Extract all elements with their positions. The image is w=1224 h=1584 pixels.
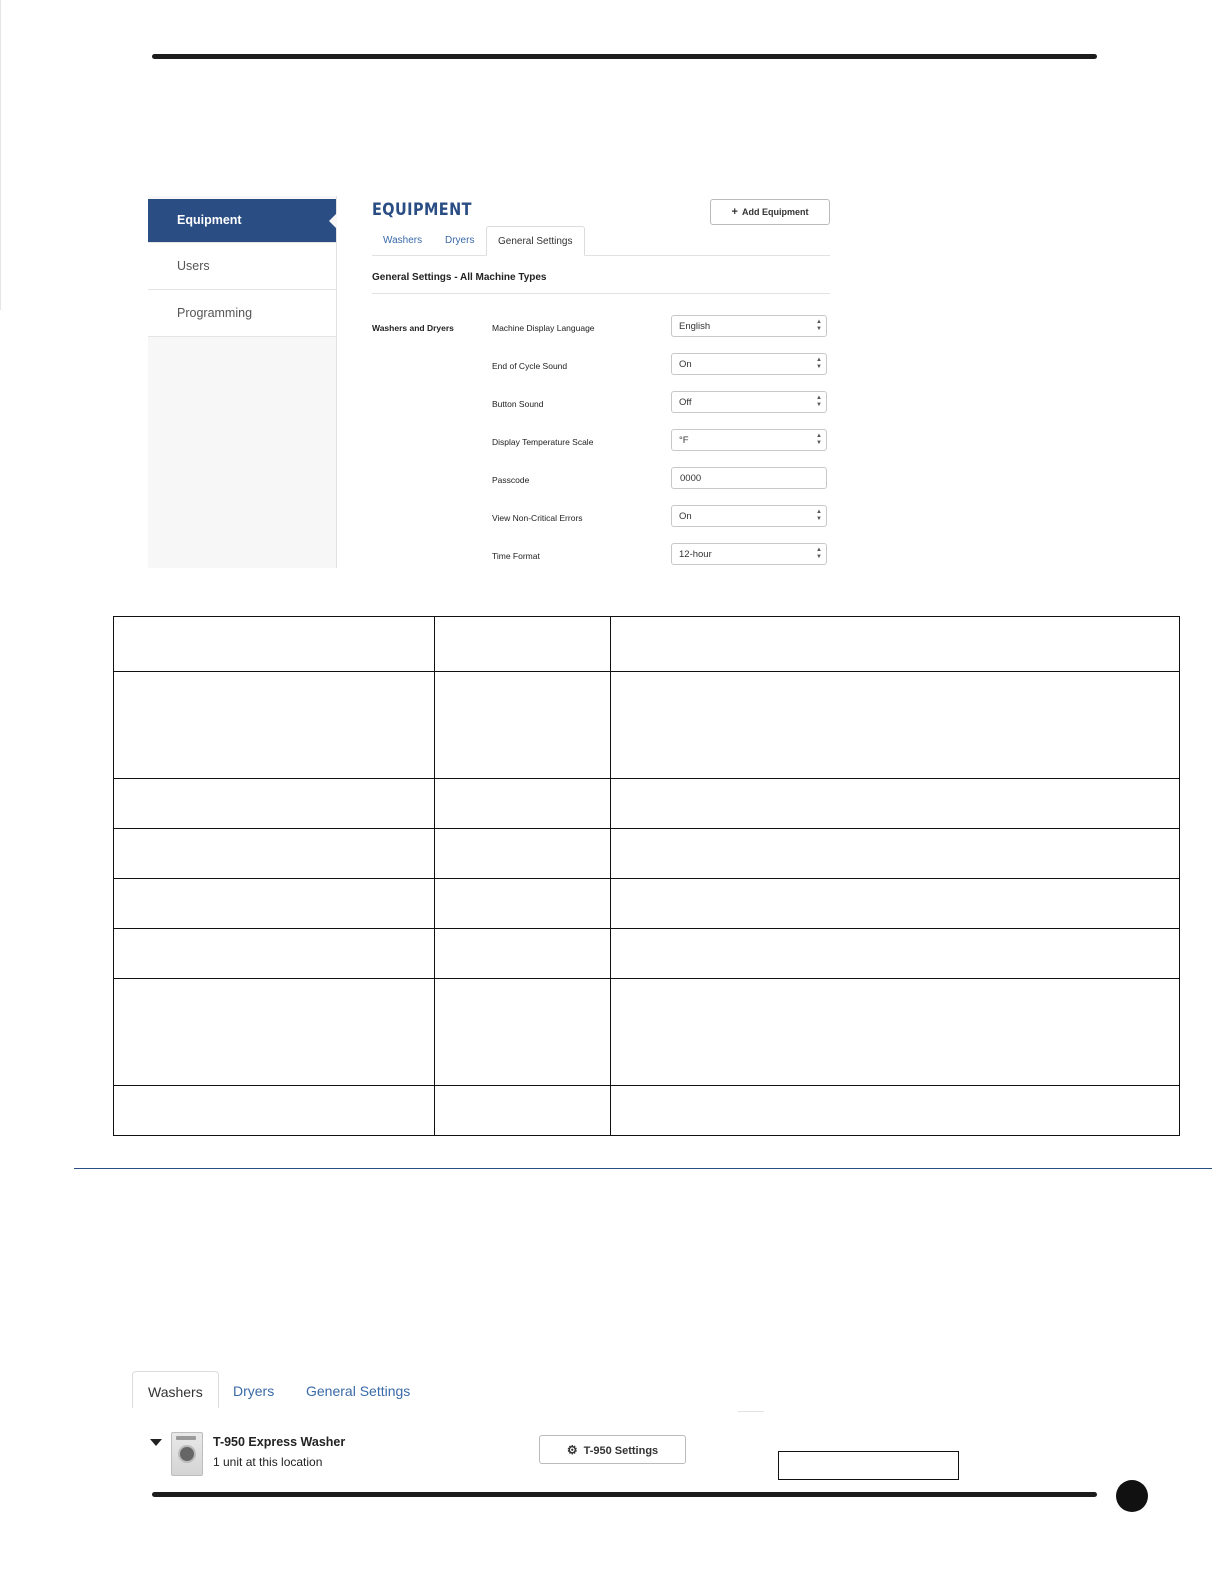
add-equipment-button[interactable] <box>710 199 830 225</box>
collapse-caret-icon[interactable] <box>150 1439 162 1446</box>
time-format-select[interactable] <box>671 543 827 565</box>
select-arrows-icon: ▲ ▼ <box>816 433 822 446</box>
model-settings-label: T-950 Settings <box>583 1445 659 1457</box>
display-language-select[interactable] <box>671 315 827 337</box>
washer-icon <box>171 1432 203 1476</box>
equipment-general-settings-screenshot <box>148 196 832 568</box>
table-cell <box>114 879 435 929</box>
setting-label-end-of-cycle-sound: End of Cycle Sound <box>492 361 568 371</box>
callout-box <box>778 1451 959 1480</box>
end-of-cycle-sound-value: On <box>679 359 692 370</box>
button-sound-value: Off <box>679 397 692 408</box>
display-language-value: English <box>679 321 711 332</box>
table-cell <box>611 979 1180 1086</box>
section-rule <box>74 1168 1212 1169</box>
table-row <box>114 829 1180 879</box>
sidebar-item-programming[interactable]: Programming <box>148 290 336 337</box>
group-label: Washers and Dryers <box>372 323 454 333</box>
table-cell <box>114 779 435 829</box>
non-critical-errors-value: On <box>679 511 692 522</box>
temperature-scale-select[interactable] <box>671 429 827 451</box>
table-cell <box>435 1086 611 1136</box>
select-arrows-icon: ▲ ▼ <box>816 395 822 408</box>
select-arrows-icon: ▲ ▼ <box>816 547 822 560</box>
passcode-input[interactable] <box>671 467 827 489</box>
temperature-scale-value: °F <box>679 435 689 446</box>
table-cell <box>611 779 1180 829</box>
table-cell <box>435 879 611 929</box>
tab-washers[interactable]: Washers <box>383 235 423 246</box>
end-of-cycle-sound-select[interactable] <box>671 353 827 375</box>
divider <box>738 1411 764 1412</box>
setting-label-temperature-scale: Display Temperature Scale <box>492 437 594 447</box>
button-sound-select[interactable] <box>671 391 827 413</box>
add-equipment-label: Add Equipment <box>741 207 809 217</box>
equipment-tabs <box>372 226 830 256</box>
sidebar <box>148 196 337 568</box>
section-divider <box>372 293 830 294</box>
model-settings-button[interactable] <box>539 1435 686 1464</box>
setting-label-time-format: Time Format <box>492 551 540 561</box>
table-row <box>114 879 1180 929</box>
sidebar-item-equipment[interactable]: Equipment <box>148 199 336 243</box>
table-cell <box>611 1086 1180 1136</box>
machine-unit-count: 1 unit at this location <box>213 1455 323 1469</box>
table-cell <box>435 979 611 1086</box>
non-critical-errors-select[interactable] <box>671 505 827 527</box>
tab-general-settings[interactable]: General Settings <box>306 1383 411 1399</box>
table-cell <box>435 617 611 672</box>
page-marker <box>1116 1480 1148 1512</box>
table-cell <box>114 617 435 672</box>
page-title: EQUIPMENT <box>372 200 472 220</box>
table-cell <box>114 929 435 979</box>
table-cell <box>611 672 1180 779</box>
washers-tabs <box>132 1371 772 1407</box>
machine-name: T-950 Express Washer <box>213 1435 346 1449</box>
select-arrows-icon: ▲ ▼ <box>816 357 822 370</box>
table-cell <box>435 779 611 829</box>
setting-label-button-sound: Button Sound <box>492 399 544 409</box>
plus-icon: + <box>731 206 738 218</box>
bottom-rule <box>152 1492 1097 1497</box>
table-cell <box>114 979 435 1086</box>
table-row <box>114 979 1180 1086</box>
sidebar-item-users[interactable]: Users <box>148 243 336 290</box>
table-cell <box>114 829 435 879</box>
table-cell <box>435 672 611 779</box>
table-row <box>114 1086 1180 1136</box>
table-row <box>114 672 1180 779</box>
tab-general-settings[interactable]: General Settings <box>486 226 585 256</box>
table-row <box>114 929 1180 979</box>
table-cell <box>611 617 1180 672</box>
table-row <box>114 617 1180 672</box>
tab-dryers[interactable]: Dryers <box>233 1383 275 1399</box>
top-rule <box>152 54 1097 59</box>
setting-label-non-critical-errors: View Non-Critical Errors <box>492 513 583 523</box>
setting-label-passcode: Passcode <box>492 475 530 485</box>
time-format-value: 12-hour <box>679 549 712 560</box>
tab-dryers[interactable]: Dryers <box>445 235 475 246</box>
table-cell <box>435 829 611 879</box>
setting-label-display-language: Machine Display Language <box>492 323 595 333</box>
passcode-value: 0000 <box>680 473 702 484</box>
tab-washers[interactable]: Washers <box>132 1371 219 1408</box>
table-cell <box>114 1086 435 1136</box>
table-cell <box>611 929 1180 979</box>
table-cell <box>114 672 435 779</box>
table-cell <box>435 929 611 979</box>
page-edge-rule <box>0 0 1 310</box>
table-row <box>114 779 1180 829</box>
select-arrows-icon: ▲ ▼ <box>816 509 822 522</box>
select-arrows-icon: ▲ ▼ <box>816 319 822 332</box>
table-cell <box>611 879 1180 929</box>
table-cell <box>611 829 1180 879</box>
equipment-content <box>372 196 830 568</box>
section-title: General Settings - All Machine Types <box>372 272 547 283</box>
settings-table <box>113 616 1180 1136</box>
gear-icon: ⚙ <box>566 1443 578 1457</box>
